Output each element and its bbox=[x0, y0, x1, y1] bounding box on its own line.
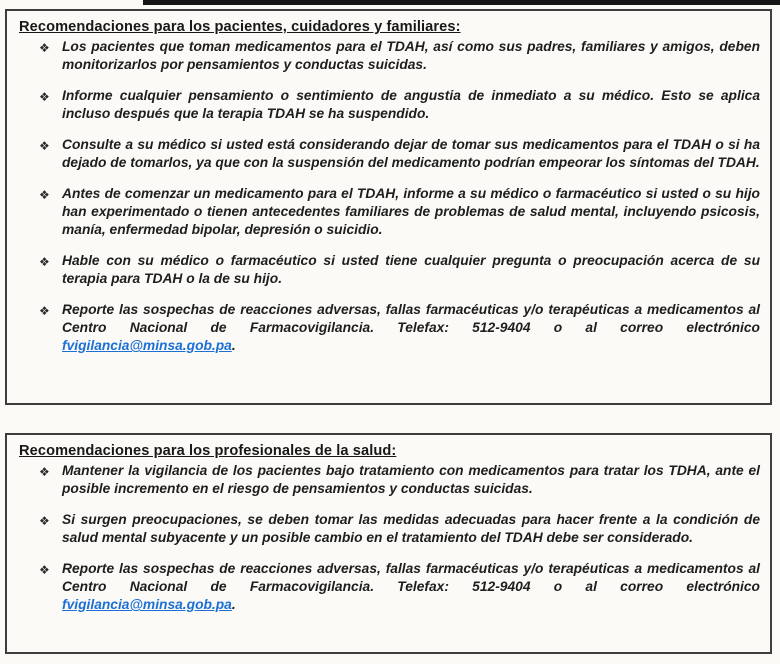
professionals-section-heading: Recomendaciones para los profesionales de la salud: bbox=[19, 443, 397, 459]
diamond-bullet-icon: ❖ bbox=[39, 255, 50, 269]
professionals-recommendations-box bbox=[5, 433, 772, 654]
bullet-consult-doctor bbox=[15, 136, 762, 172]
bullet-text-period: . bbox=[231, 338, 236, 353]
diamond-bullet-icon: ❖ bbox=[39, 188, 50, 202]
bullet-monitor-patients bbox=[15, 38, 762, 74]
bullet-text: Reporte las sospechas de reacciones adversas, fallas farmacéuticas y/o terapéuticas a medicamentos al Centro Nacional de Farmacovigilancia. Telefax: 512-9404 o al correo electrónico bbox=[62, 302, 760, 335]
bullet-concerns-measures bbox=[15, 511, 762, 547]
diamond-bullet-icon: ❖ bbox=[39, 139, 50, 153]
bullet-text: Antes de comenzar un medicamento para el TDAH, informe a su médico o farmacéutico si usted o su hijo han experimentado o tienen antecedentes familiares de problemas de salud mental, incluyendo psicosis, manía, enfermedad bipolar, depresión o suicidio. bbox=[62, 186, 760, 237]
cropped-table-edge bbox=[143, 0, 780, 5]
bullet-inform-history bbox=[15, 185, 762, 239]
patients-section-heading: Recomendaciones para los pacientes, cuidadores y familiares: bbox=[19, 19, 461, 35]
diamond-bullet-icon: ❖ bbox=[39, 90, 50, 104]
bullet-text: Informe cualquier pensamiento o sentimiento de angustia de inmediato a su médico. Esto se aplica incluso después que la terapia TDAH se ha suspendido. bbox=[62, 88, 760, 121]
bullet-report-adverse-reactions bbox=[15, 301, 762, 355]
email-link[interactable]: fvigilancia@minsa.gob.pa bbox=[62, 597, 232, 612]
diamond-bullet-icon: ❖ bbox=[39, 41, 50, 55]
email-link[interactable]: fvigilancia@minsa.gob.pa bbox=[62, 338, 232, 353]
bullet-text: Consulte a su médico si usted está considerando dejar de tomar sus medicamentos para el TDAH o si ha dejado de tomarlos, ya que con la suspensión del medicamento podrían empeorar los síntomas del TDAH. bbox=[62, 137, 760, 170]
bullet-text: Mantener la vigilancia de los pacientes bajo tratamiento con medicamentos para tratar los TDHA, ante el posible incremento en el riesgo de pensamientos y conductas suicidas. bbox=[62, 463, 760, 496]
patients-bullet-list bbox=[15, 38, 762, 355]
bullet-talk-pharmacist bbox=[15, 252, 762, 288]
professionals-bullet-list bbox=[15, 462, 762, 614]
bullet-report-adverse-reactions bbox=[15, 560, 762, 614]
diamond-bullet-icon: ❖ bbox=[39, 563, 50, 577]
bullet-text: Reporte las sospechas de reacciones adversas, fallas farmacéuticas y/o terapéuticas a medicamentos al Centro Nacional de Farmacovigilancia. Telefax: 512-9404 o al correo electrónico bbox=[62, 561, 760, 594]
bullet-text: Si surgen preocupaciones, se deben tomar las medidas adecuadas para hacer frente a la condición de salud mental subyacente y un posible cambio en el tratamiento del TDAH debe ser considerado. bbox=[62, 512, 760, 545]
bullet-text: Los pacientes que toman medicamentos para el TDAH, así como sus padres, familiares y amigos, deben monitorizarlos por pensamientos y conductas suicidas. bbox=[62, 39, 760, 72]
diamond-bullet-icon: ❖ bbox=[39, 304, 50, 318]
patients-recommendations-box bbox=[5, 9, 772, 405]
diamond-bullet-icon: ❖ bbox=[39, 465, 50, 479]
diamond-bullet-icon: ❖ bbox=[39, 514, 50, 528]
bullet-report-distress bbox=[15, 87, 762, 123]
bullet-text-period: . bbox=[231, 597, 236, 612]
bullet-maintain-vigilance bbox=[15, 462, 762, 498]
bullet-text: Hable con su médico o farmacéutico si usted tiene cualquier pregunta o preocupación acerca de su terapia para TDAH o la de su hijo. bbox=[62, 253, 760, 286]
